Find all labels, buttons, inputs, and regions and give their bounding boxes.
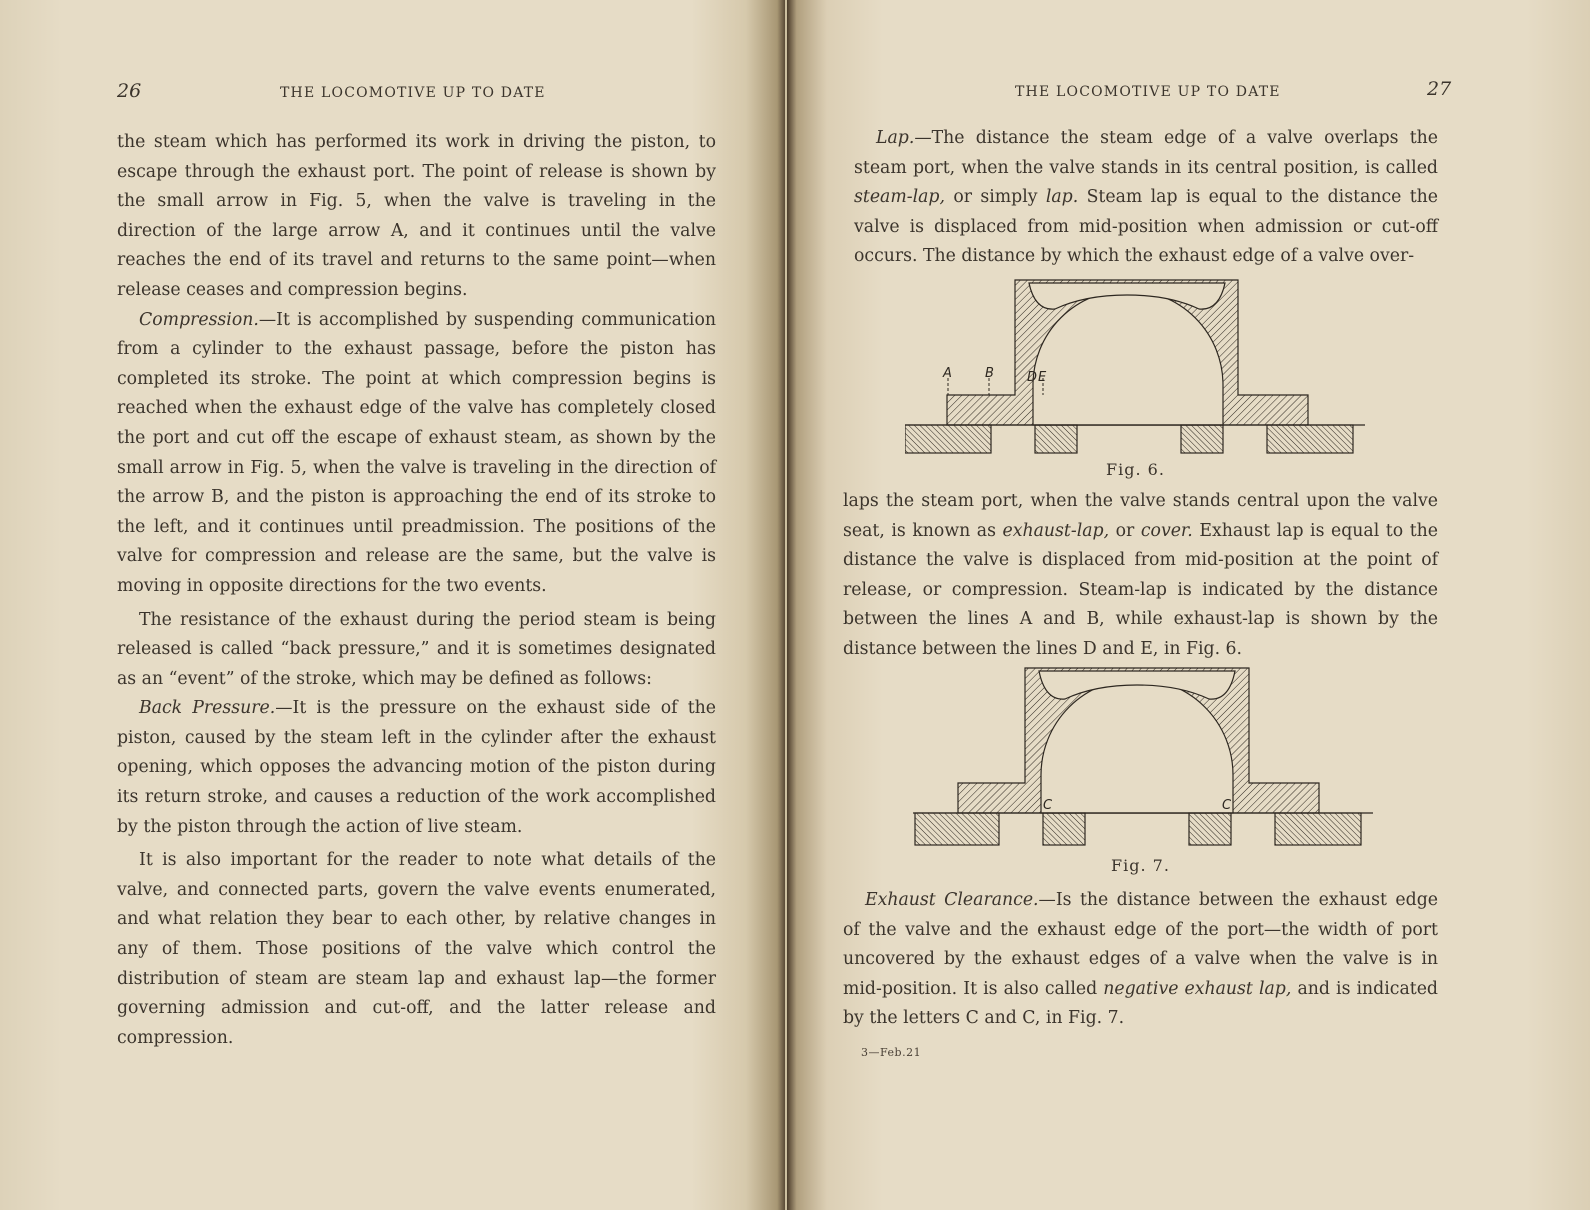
paragraph-text: Steam lap is equal to the distance the valve is displaced from mid-position when admission or cut-off occurs. The distance by which the exhaust edge of a valve over- [854, 187, 1439, 267]
seat-block [1035, 425, 1077, 453]
paragraph [843, 487, 1438, 665]
printer-signature: 3—Feb.21 [861, 1046, 922, 1059]
running-head: THE LOCOMOTIVE UP TO DATE [280, 85, 546, 101]
emphasis: exhaust-lap, [1002, 520, 1110, 541]
fig-7-valve-diagram [913, 663, 1373, 853]
paragraph: It is also important for the reader to note what details of the valve, and connected parts, govern the valve events enumerated, and what relation they bear to each other, by relative changes in any of them. Those positions of the valve which control the distribution of steam are steam lap and exhaust lap—the former governing admission and cut-off, and the latter release and compression. [117, 850, 716, 1048]
page-number: 26 [117, 80, 142, 102]
seat-block [915, 813, 999, 845]
paragraph-text: —It is accomplished by suspending communication from a cylinder to the exhaust passage, before the piston has completed its stroke. The point at which compression begins is reached when the exhaust edge of the valve has completely closed the port and cut off the escape of exhaust steam, as shown by the small arrow in Fig. 5, when the valve is traveling in the direction of the arrow B, and the piston is approaching the end of its stroke to the left, and it continues until preadmission. The positions of the valve for compression and release are the same, but the valve is moving in opposite directions for the two events. [117, 309, 716, 596]
paragraph-text: and is indicated by the letters C and C, in Fig. 7. [843, 978, 1438, 1029]
label-c-right: C [1222, 798, 1232, 813]
page-number: 27 [1427, 78, 1452, 100]
right-page [787, 0, 1590, 1210]
fig-7-caption: Fig. 7. [1111, 856, 1170, 875]
paragraph [117, 694, 716, 842]
paragraph-text: Exhaust lap is equal to the distance the valve is displaced from mid-position at the point of release, or compression. Steam-lap is indicated by the distance between the lines A and B, while exhaust-lap is shown by the distance between the lines D and E, in Fig. 6. [843, 520, 1438, 659]
label-e: E [1038, 370, 1047, 385]
paragraph-text: laps the steam port, when the valve stands central upon the valve seat, is known as [843, 491, 1438, 541]
term-heading: Back Pressure. [139, 698, 276, 719]
emphasis: cover. [1140, 520, 1193, 541]
seat-block [1043, 813, 1085, 845]
seat-block [1189, 813, 1231, 845]
fig-6-caption: Fig. 6. [1106, 460, 1165, 479]
term-heading: Compression. [139, 309, 259, 330]
paragraph [843, 886, 1438, 1034]
label-a: A [943, 366, 952, 381]
term-heading: Exhaust Clearance. [865, 890, 1039, 910]
seat-block [905, 425, 991, 453]
left-page [0, 0, 785, 1210]
paragraph [854, 124, 1438, 272]
seat-block [1275, 813, 1361, 845]
seat-block [1267, 425, 1353, 453]
paragraph: The resistance of the exhaust during the period steam is being released is called “back pressure,” and it is sometimes designated as an “event” of the stroke, which may be defined as follows: [117, 609, 716, 689]
running-head: THE LOCOMOTIVE UP TO DATE [1015, 84, 1281, 100]
exhaust-clearance-paragraph [843, 886, 1438, 1034]
paragraph-text: —The distance the steam edge of a valve overlaps the steam port, when the valve stands in its central position, is called [854, 128, 1438, 178]
paragraph-text: —It is the pressure on the exhaust side of the piston, caused by the steam left in the cylinder after the exhaust opening, which opposes the advancing motion of the piston during its return stroke, and causes a reduction of the work accomplished by the piston through the action of live steam. [117, 698, 716, 837]
emphasis: negative exhaust lap, [1103, 978, 1292, 999]
paragraph [117, 306, 716, 602]
paragraph: the steam which has performed its work in driving the piston, to escape through the exhaust port. The point of release is shown by the small arrow in Fig. 5, when the valve is traveling in the direction of the large arrow A, and it continues until the valve reaches the end of its travel and returns to the same point—when release ceases and compression begins. [117, 132, 716, 300]
paragraph-text: —Is the distance between the exhaust edge of the valve and the exhaust edge of the port—the width of port uncovered by the exhaust edges of a valve when the valve is in mid-position. It is also called [843, 890, 1438, 999]
label-d: D [1027, 370, 1038, 385]
paragraph-text: or [1109, 520, 1141, 541]
paragraph-text: or simply [944, 187, 1046, 208]
emphasis: steam-lap, [854, 187, 945, 208]
label-c-left: C [1043, 798, 1053, 813]
exhaust-lap-paragraph [843, 487, 1438, 665]
lap-paragraph [854, 124, 1438, 272]
label-b: B [985, 366, 994, 381]
term-heading: Lap. [876, 128, 915, 148]
seat-block [1181, 425, 1223, 453]
fig-6-valve-diagram [905, 275, 1365, 460]
left-text-block [117, 128, 716, 1053]
emphasis: lap. [1045, 187, 1079, 208]
